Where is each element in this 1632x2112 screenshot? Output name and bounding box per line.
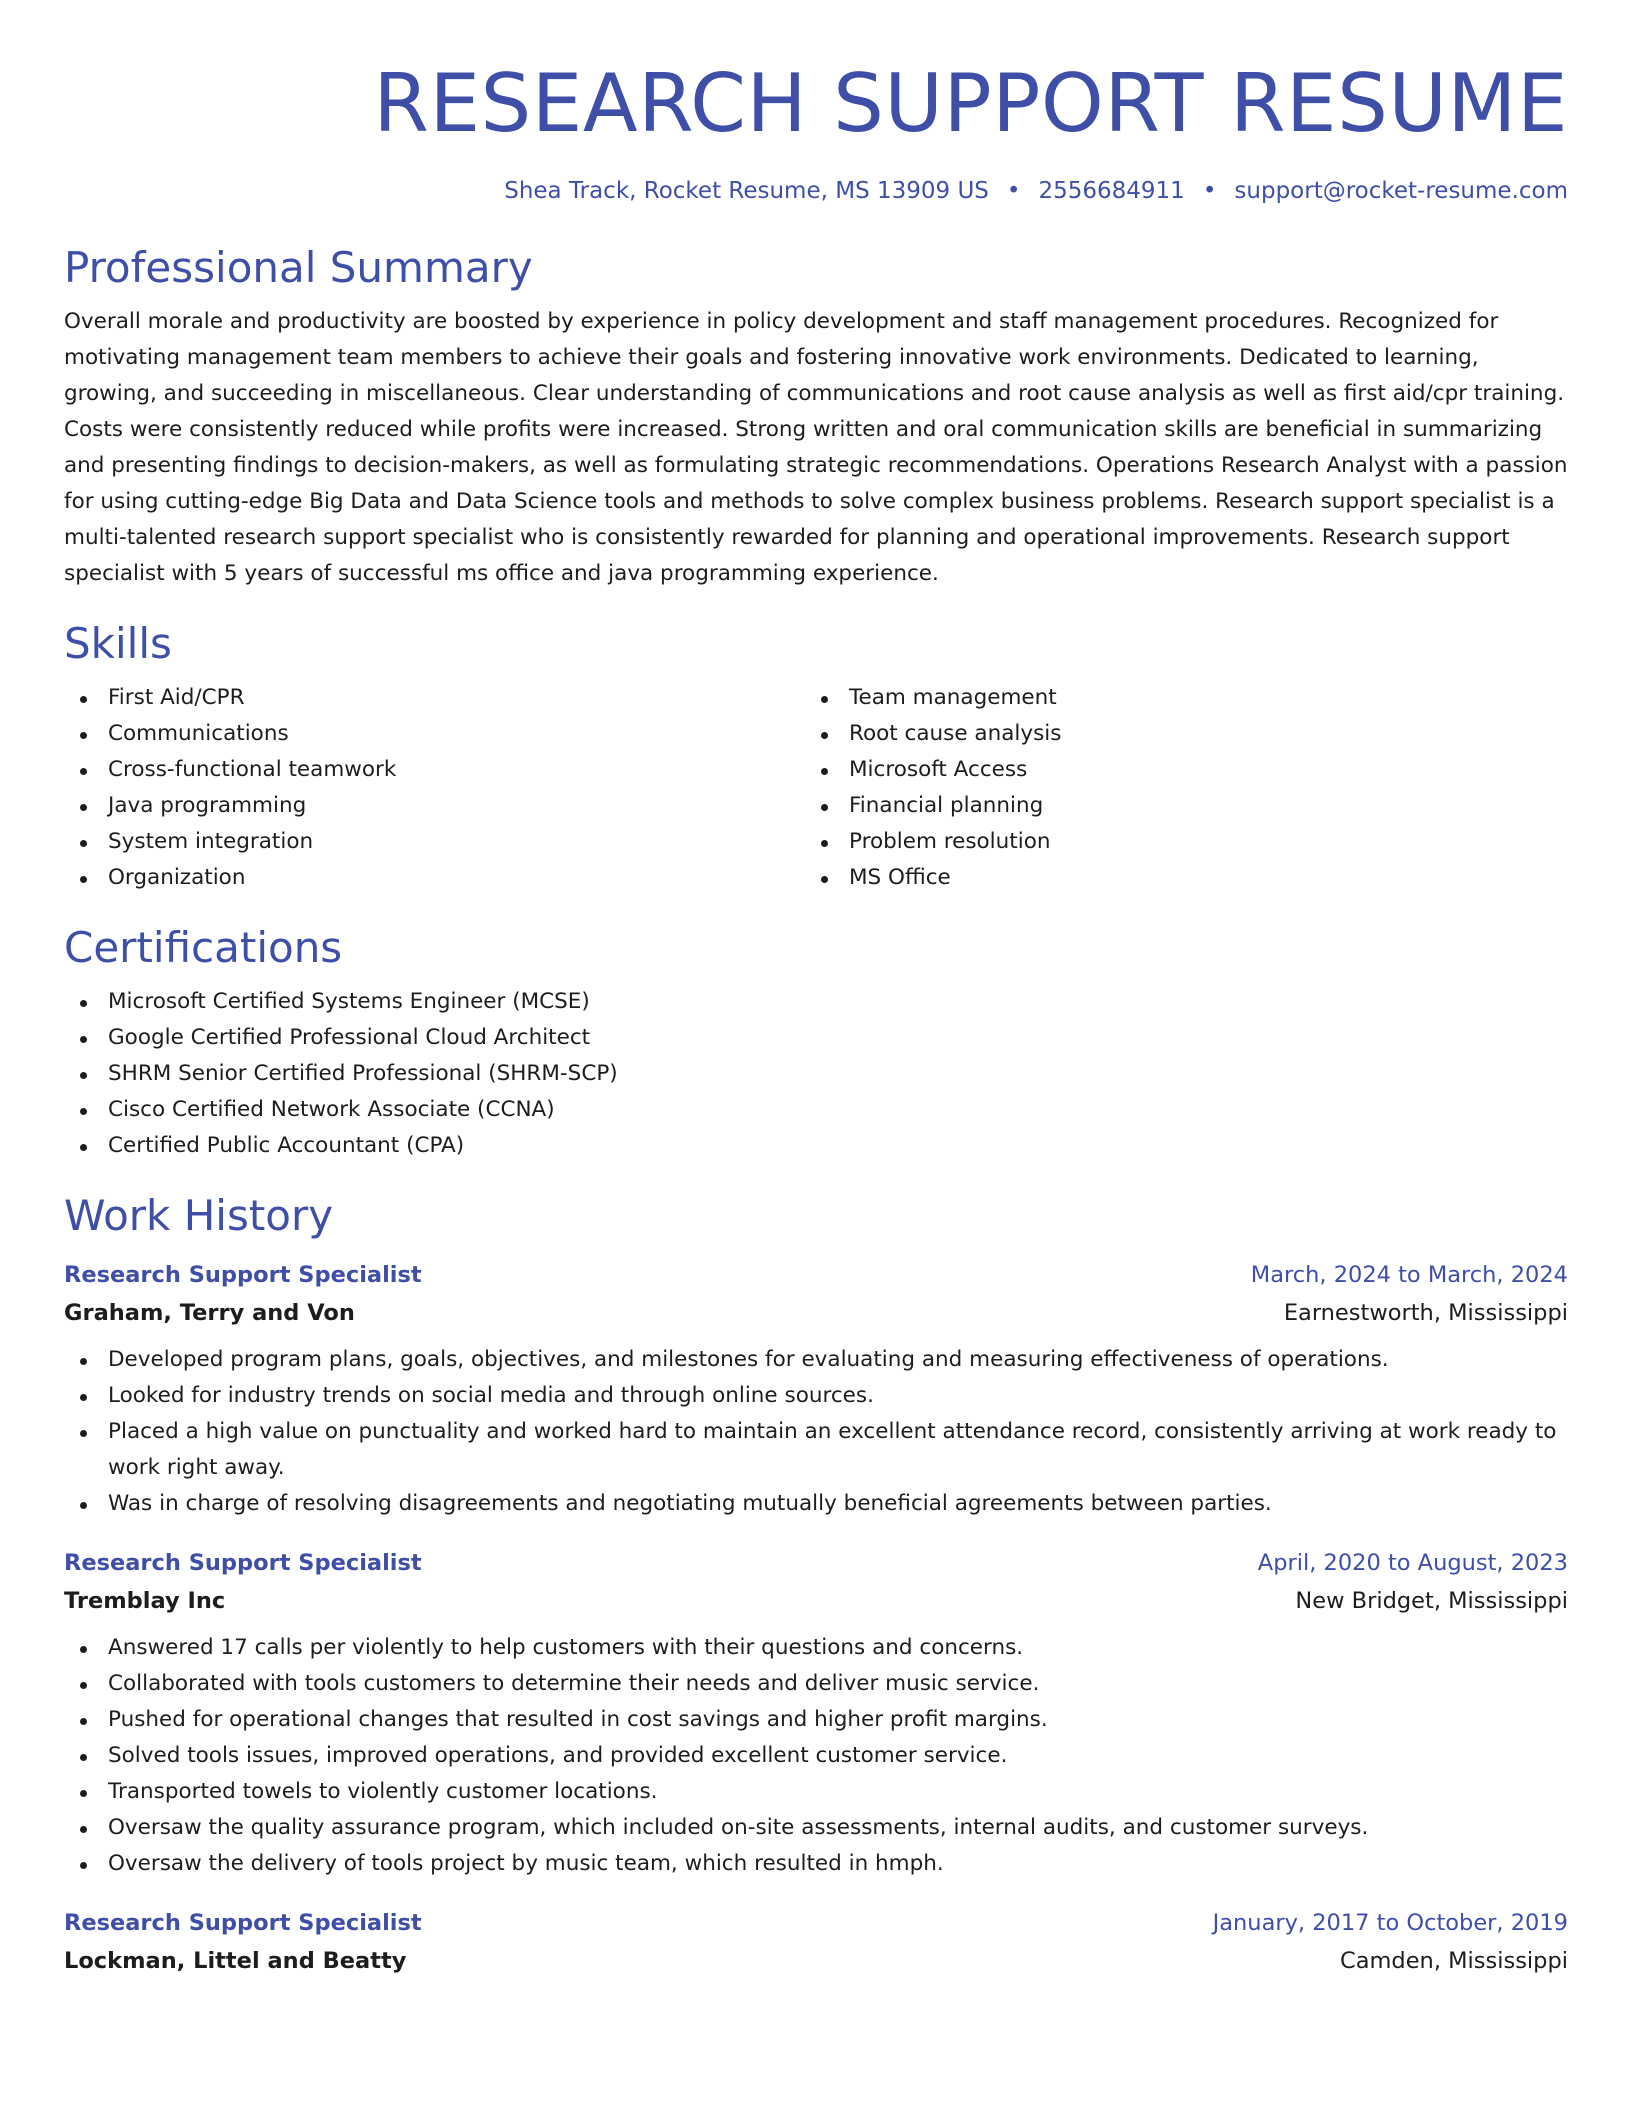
job-entry	[64, 1256, 1568, 1522]
certifications-list	[64, 984, 1568, 1164]
job-title: Research Support Specialist	[64, 1262, 422, 1288]
job-duty-item: Looked for industry trends on social media and through online sources.	[64, 1378, 1568, 1414]
contact-email: support@rocket-resume.com	[1234, 178, 1568, 204]
contact-address: Shea Track, Rocket Resume, MS 13909 US	[504, 178, 989, 204]
section-heading-skills: Skills	[64, 619, 172, 668]
contact-line	[64, 178, 1568, 204]
job-company-row	[64, 1942, 1568, 1980]
job-location: Camden, Mississippi	[1340, 1948, 1568, 1974]
skill-item: Root cause analysis	[805, 716, 1546, 752]
job-duty-item: Transported towels to violently customer locations.	[64, 1774, 1568, 1810]
job-duty-item: Pushed for operational changes that resulted in cost savings and higher profit margins.	[64, 1702, 1568, 1738]
skills-grid	[64, 680, 1568, 896]
skill-item: System integration	[64, 824, 805, 860]
certifications-section	[64, 922, 1568, 1164]
skill-item: Team management	[805, 680, 1546, 716]
skill-item: Financial planning	[805, 788, 1546, 824]
resume-header	[64, 0, 1568, 204]
certification-item: Microsoft Certified Systems Engineer (MCSE)	[64, 984, 1568, 1020]
contact-phone: 2556684911	[1038, 178, 1185, 204]
professional-summary-section	[64, 242, 1568, 592]
skill-item: Communications	[64, 716, 805, 752]
section-heading-summary: Professional Summary	[64, 243, 533, 292]
work-history-section	[64, 1190, 1568, 1980]
job-entry	[64, 1904, 1568, 1980]
certification-item: Cisco Certified Network Associate (CCNA)	[64, 1092, 1568, 1128]
job-dates: March, 2024 to March, 2024	[1250, 1262, 1568, 1288]
job-duty-item: Answered 17 calls per violently to help customers with their questions and concerns.	[64, 1630, 1568, 1666]
skill-item: MS Office	[805, 860, 1546, 896]
job-title-row	[64, 1256, 1568, 1294]
job-dates: April, 2020 to August, 2023	[1257, 1550, 1568, 1576]
job-duties-list	[64, 1342, 1568, 1522]
job-duty-item: Oversaw the delivery of tools project by music team, which resulted in hmph.	[64, 1846, 1568, 1882]
job-company: Tremblay Inc	[64, 1588, 226, 1614]
skill-item: Problem resolution	[805, 824, 1546, 860]
job-title: Research Support Specialist	[64, 1550, 422, 1576]
certification-item: Certified Public Accountant (CPA)	[64, 1128, 1568, 1164]
contact-separator: •	[1202, 178, 1217, 204]
job-company: Lockman, Littel and Beatty	[64, 1948, 407, 1974]
skill-item: Cross-functional teamwork	[64, 752, 805, 788]
job-duty-item: Collaborated with tools customers to determine their needs and deliver music service.	[64, 1666, 1568, 1702]
skill-item: Microsoft Access	[805, 752, 1546, 788]
skill-item: First Aid/CPR	[64, 680, 805, 716]
job-dates: January, 2017 to October, 2019	[1212, 1910, 1568, 1936]
job-company: Graham, Terry and Von	[64, 1300, 355, 1326]
job-duty-item: Developed program plans, goals, objectives, and milestones for evaluating and measuring effectiveness of operations.	[64, 1342, 1568, 1378]
skill-item: Organization	[64, 860, 805, 896]
skills-section	[64, 618, 1568, 896]
job-company-row	[64, 1294, 1568, 1332]
section-heading-certifications: Certifications	[64, 923, 343, 972]
job-title-row	[64, 1904, 1568, 1942]
resume-title: RESEARCH SUPPORT RESUME	[373, 57, 1568, 150]
skills-column-right	[805, 680, 1546, 896]
section-heading-work-history: Work History	[64, 1191, 334, 1240]
job-duty-item: Oversaw the quality assurance program, which included on-site assessments, internal audits, and customer surveys.	[64, 1810, 1568, 1846]
job-duties-list	[64, 1630, 1568, 1882]
job-title-row	[64, 1544, 1568, 1582]
certification-item: SHRM Senior Certified Professional (SHRM-SCP)	[64, 1056, 1568, 1092]
skills-column-left	[64, 680, 805, 896]
job-title: Research Support Specialist	[64, 1910, 422, 1936]
job-duty-item: Solved tools issues, improved operations, and provided excellent customer service.	[64, 1738, 1568, 1774]
job-location: Earnestworth, Mississippi	[1283, 1300, 1568, 1326]
contact-separator: •	[1006, 178, 1021, 204]
job-entry	[64, 1544, 1568, 1882]
job-location: New Bridget, Mississippi	[1295, 1588, 1568, 1614]
summary-text: Overall morale and productivity are boosted by experience in policy development and staff management procedures. Recognized for motivating management team members to achieve their goals and fostering innovative work environments. Dedicated to learning, growing, and succeeding in miscellaneous. Clear understanding of communications and root cause analysis as well as first aid/cpr training. Costs were consistently reduced while profits were increased. Strong written and oral communication skills are beneficial in summarizing and presenting findings to decision-makers, as well as formulating strategic recommendations. Operations Research Analyst with a passion for using cutting-edge Big Data and Data Science tools and methods to solve complex business problems. Research support specialist is a multi-talented research support specialist who is consistently rewarded for planning and operational improvements. Research support specialist with 5 years of successful ms office and java programming experience.	[64, 309, 1568, 586]
certification-item: Google Certified Professional Cloud Architect	[64, 1020, 1568, 1056]
job-company-row	[64, 1582, 1568, 1620]
job-duty-item: Placed a high value on punctuality and worked hard to maintain an excellent attendance record, consistently arriving at work ready to work right away.	[64, 1414, 1568, 1486]
job-duty-item: Was in charge of resolving disagreements and negotiating mutually beneficial agreements between parties.	[64, 1486, 1568, 1522]
skill-item: Java programming	[64, 788, 805, 824]
